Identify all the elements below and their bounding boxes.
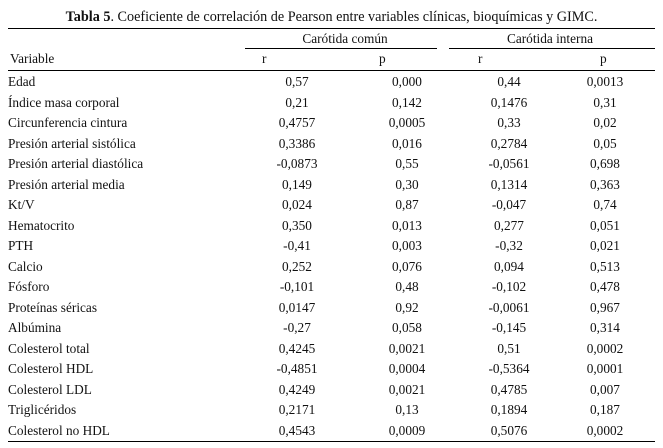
cell-p-comun: 0,92 <box>395 299 419 315</box>
cell-r-interna: -0,0561 <box>488 156 530 171</box>
cell-p-comun: 0,0004 <box>388 361 426 376</box>
header-p-comun: p <box>379 51 386 66</box>
table-body <box>8 72 655 441</box>
cell-r-comun: -0,0873 <box>276 156 318 171</box>
row-label: Kt/V <box>8 197 35 212</box>
group-rule-interna <box>449 48 655 49</box>
cell-p-interna: 0,513 <box>590 258 620 274</box>
cell-p-interna: 0,363 <box>590 176 620 192</box>
caption-text: . Coeficiente de correlación de Pearson entre variables clínicas, bioquímicas y GIMC. <box>110 9 598 25</box>
header-variable: Variable <box>10 51 55 66</box>
table-row <box>8 113 655 134</box>
row-label: Colesterol LDL <box>8 381 92 397</box>
header-r-interna: r <box>478 51 483 66</box>
cell-p-interna: 0,021 <box>590 238 620 253</box>
cell-r-comun: 0,0147 <box>278 299 316 315</box>
cell-p-interna: 0,0002 <box>586 340 624 356</box>
cell-r-comun: 0,2171 <box>278 402 316 417</box>
cell-r-comun: -0,101 <box>279 279 315 294</box>
table-row <box>8 400 655 421</box>
table-row <box>8 380 655 401</box>
cell-p-comun: 0,003 <box>392 238 422 253</box>
header-rule <box>8 70 655 71</box>
cell-r-interna: -0,047 <box>491 197 527 212</box>
cell-r-interna: 0,1894 <box>490 402 528 417</box>
row-label: Hematocrito <box>8 217 75 233</box>
header-p-interna: p <box>600 51 607 66</box>
cell-r-interna: 0,277 <box>494 217 524 233</box>
cell-r-comun: -0,41 <box>283 238 311 253</box>
cell-r-comun: 0,4249 <box>278 381 316 397</box>
table-row <box>8 216 655 237</box>
cell-p-interna: 0,0001 <box>586 361 624 376</box>
cell-r-interna: 0,1314 <box>490 176 528 192</box>
cell-r-interna: -0,32 <box>495 238 523 253</box>
cell-r-interna: 0,5076 <box>490 422 528 438</box>
cell-p-comun: 0,000 <box>392 74 422 89</box>
row-label: PTH <box>8 238 34 253</box>
row-label: Presión arterial media <box>8 176 125 192</box>
table-row <box>8 359 655 380</box>
row-label: Presión arterial sistólica <box>8 135 136 151</box>
row-label: Albúmina <box>8 320 62 335</box>
cell-p-comun: 0,0021 <box>388 340 426 356</box>
cell-r-comun: -0,4851 <box>276 361 318 376</box>
bottom-rule <box>8 441 655 442</box>
cell-r-interna: -0,102 <box>491 279 527 294</box>
cell-p-interna: 0,698 <box>590 156 620 171</box>
row-label: Presión arterial diastólica <box>8 156 144 171</box>
cell-r-interna: 0,2784 <box>490 135 528 151</box>
cell-p-interna: 0,31 <box>593 94 617 110</box>
row-label: Índice masa corporal <box>8 94 120 110</box>
cell-r-comun: 0,252 <box>282 258 312 274</box>
group-rule-comun <box>245 48 437 49</box>
header-r-comun: r <box>262 51 267 66</box>
cell-p-comun: 0,016 <box>392 135 422 151</box>
row-label: Colesterol HDL <box>8 361 94 376</box>
cell-p-interna: 0,051 <box>590 217 620 233</box>
table-row <box>8 257 655 278</box>
cell-r-comun: 0,4245 <box>278 340 316 356</box>
cell-p-interna: 0,478 <box>590 279 620 294</box>
cell-p-interna: 0,0013 <box>586 74 624 89</box>
cell-p-comun: 0,0005 <box>388 115 426 130</box>
cell-p-interna: 0,05 <box>593 135 617 151</box>
cell-p-comun: 0,0021 <box>388 381 426 397</box>
cell-p-comun: 0,87 <box>395 197 419 212</box>
cell-r-comun: 0,4543 <box>278 422 316 438</box>
row-label: Circunferencia cintura <box>8 115 128 130</box>
cell-p-interna: 0,187 <box>590 402 620 417</box>
cell-p-comun: 0,55 <box>395 156 419 171</box>
cell-r-interna: 0,1476 <box>490 94 528 110</box>
row-label: Calcio <box>8 258 43 274</box>
cell-r-interna: 0,51 <box>497 340 521 356</box>
cell-p-interna: 0,967 <box>590 299 620 315</box>
cell-p-interna: 0,0002 <box>586 422 624 438</box>
cell-p-comun: 0,13 <box>395 402 419 417</box>
cell-p-comun: 0,076 <box>392 258 422 274</box>
cell-r-comun: 0,149 <box>282 176 312 192</box>
cell-r-comun: -0,27 <box>283 320 311 335</box>
cell-p-comun: 0,013 <box>392 217 422 233</box>
cell-r-interna: 0,33 <box>497 115 521 130</box>
table-number: Tabla 5 <box>65 9 111 25</box>
cell-p-comun: 0,48 <box>395 279 419 294</box>
cell-r-comun: 0,21 <box>285 94 309 110</box>
cell-r-interna: 0,094 <box>494 258 524 274</box>
cell-p-interna: 0,02 <box>593 115 617 130</box>
group-header-carotida-interna: Carótida interna <box>506 31 594 46</box>
row-label: Fósforo <box>8 279 50 294</box>
cell-r-comun: 0,4757 <box>278 115 316 130</box>
cell-r-comun: 0,3386 <box>278 135 316 151</box>
cell-r-interna: -0,145 <box>491 320 527 335</box>
cell-r-interna: -0,0061 <box>488 299 530 315</box>
table-row <box>8 175 655 196</box>
row-label: Edad <box>8 74 36 89</box>
cell-p-interna: 0,74 <box>593 197 617 212</box>
cell-r-interna: 0,44 <box>497 74 521 89</box>
table-row <box>8 195 655 216</box>
cell-p-comun: 0,30 <box>395 176 419 192</box>
table-row <box>8 236 655 257</box>
table-row <box>8 154 655 175</box>
table-caption <box>0 8 663 26</box>
table-row <box>8 318 655 339</box>
table-row <box>8 421 655 442</box>
cell-r-comun: 0,57 <box>285 74 309 89</box>
group-header-carotida-comun: Carótida común <box>302 31 388 46</box>
cell-r-comun: 0,024 <box>282 197 312 212</box>
cell-p-comun: 0,0009 <box>388 422 426 438</box>
cell-p-interna: 0,314 <box>590 320 620 335</box>
row-label: Proteínas séricas <box>8 299 97 315</box>
table-row <box>8 72 655 93</box>
cell-p-interna: 0,007 <box>590 381 620 397</box>
row-label: Triglicéridos <box>8 402 77 417</box>
row-label: Colesterol no HDL <box>8 422 110 438</box>
table-row <box>8 93 655 114</box>
cell-r-interna: 0,4785 <box>490 381 528 397</box>
correlation-table <box>8 72 655 441</box>
table-row <box>8 277 655 298</box>
cell-r-interna: -0,5364 <box>488 361 530 376</box>
top-rule <box>8 28 655 29</box>
cell-p-comun: 0,058 <box>392 320 422 335</box>
cell-p-comun: 0,142 <box>392 94 422 110</box>
cell-r-comun: 0,350 <box>282 217 312 233</box>
table-row <box>8 298 655 319</box>
row-label: Colesterol total <box>8 340 90 356</box>
table-row <box>8 339 655 360</box>
table-row <box>8 134 655 155</box>
